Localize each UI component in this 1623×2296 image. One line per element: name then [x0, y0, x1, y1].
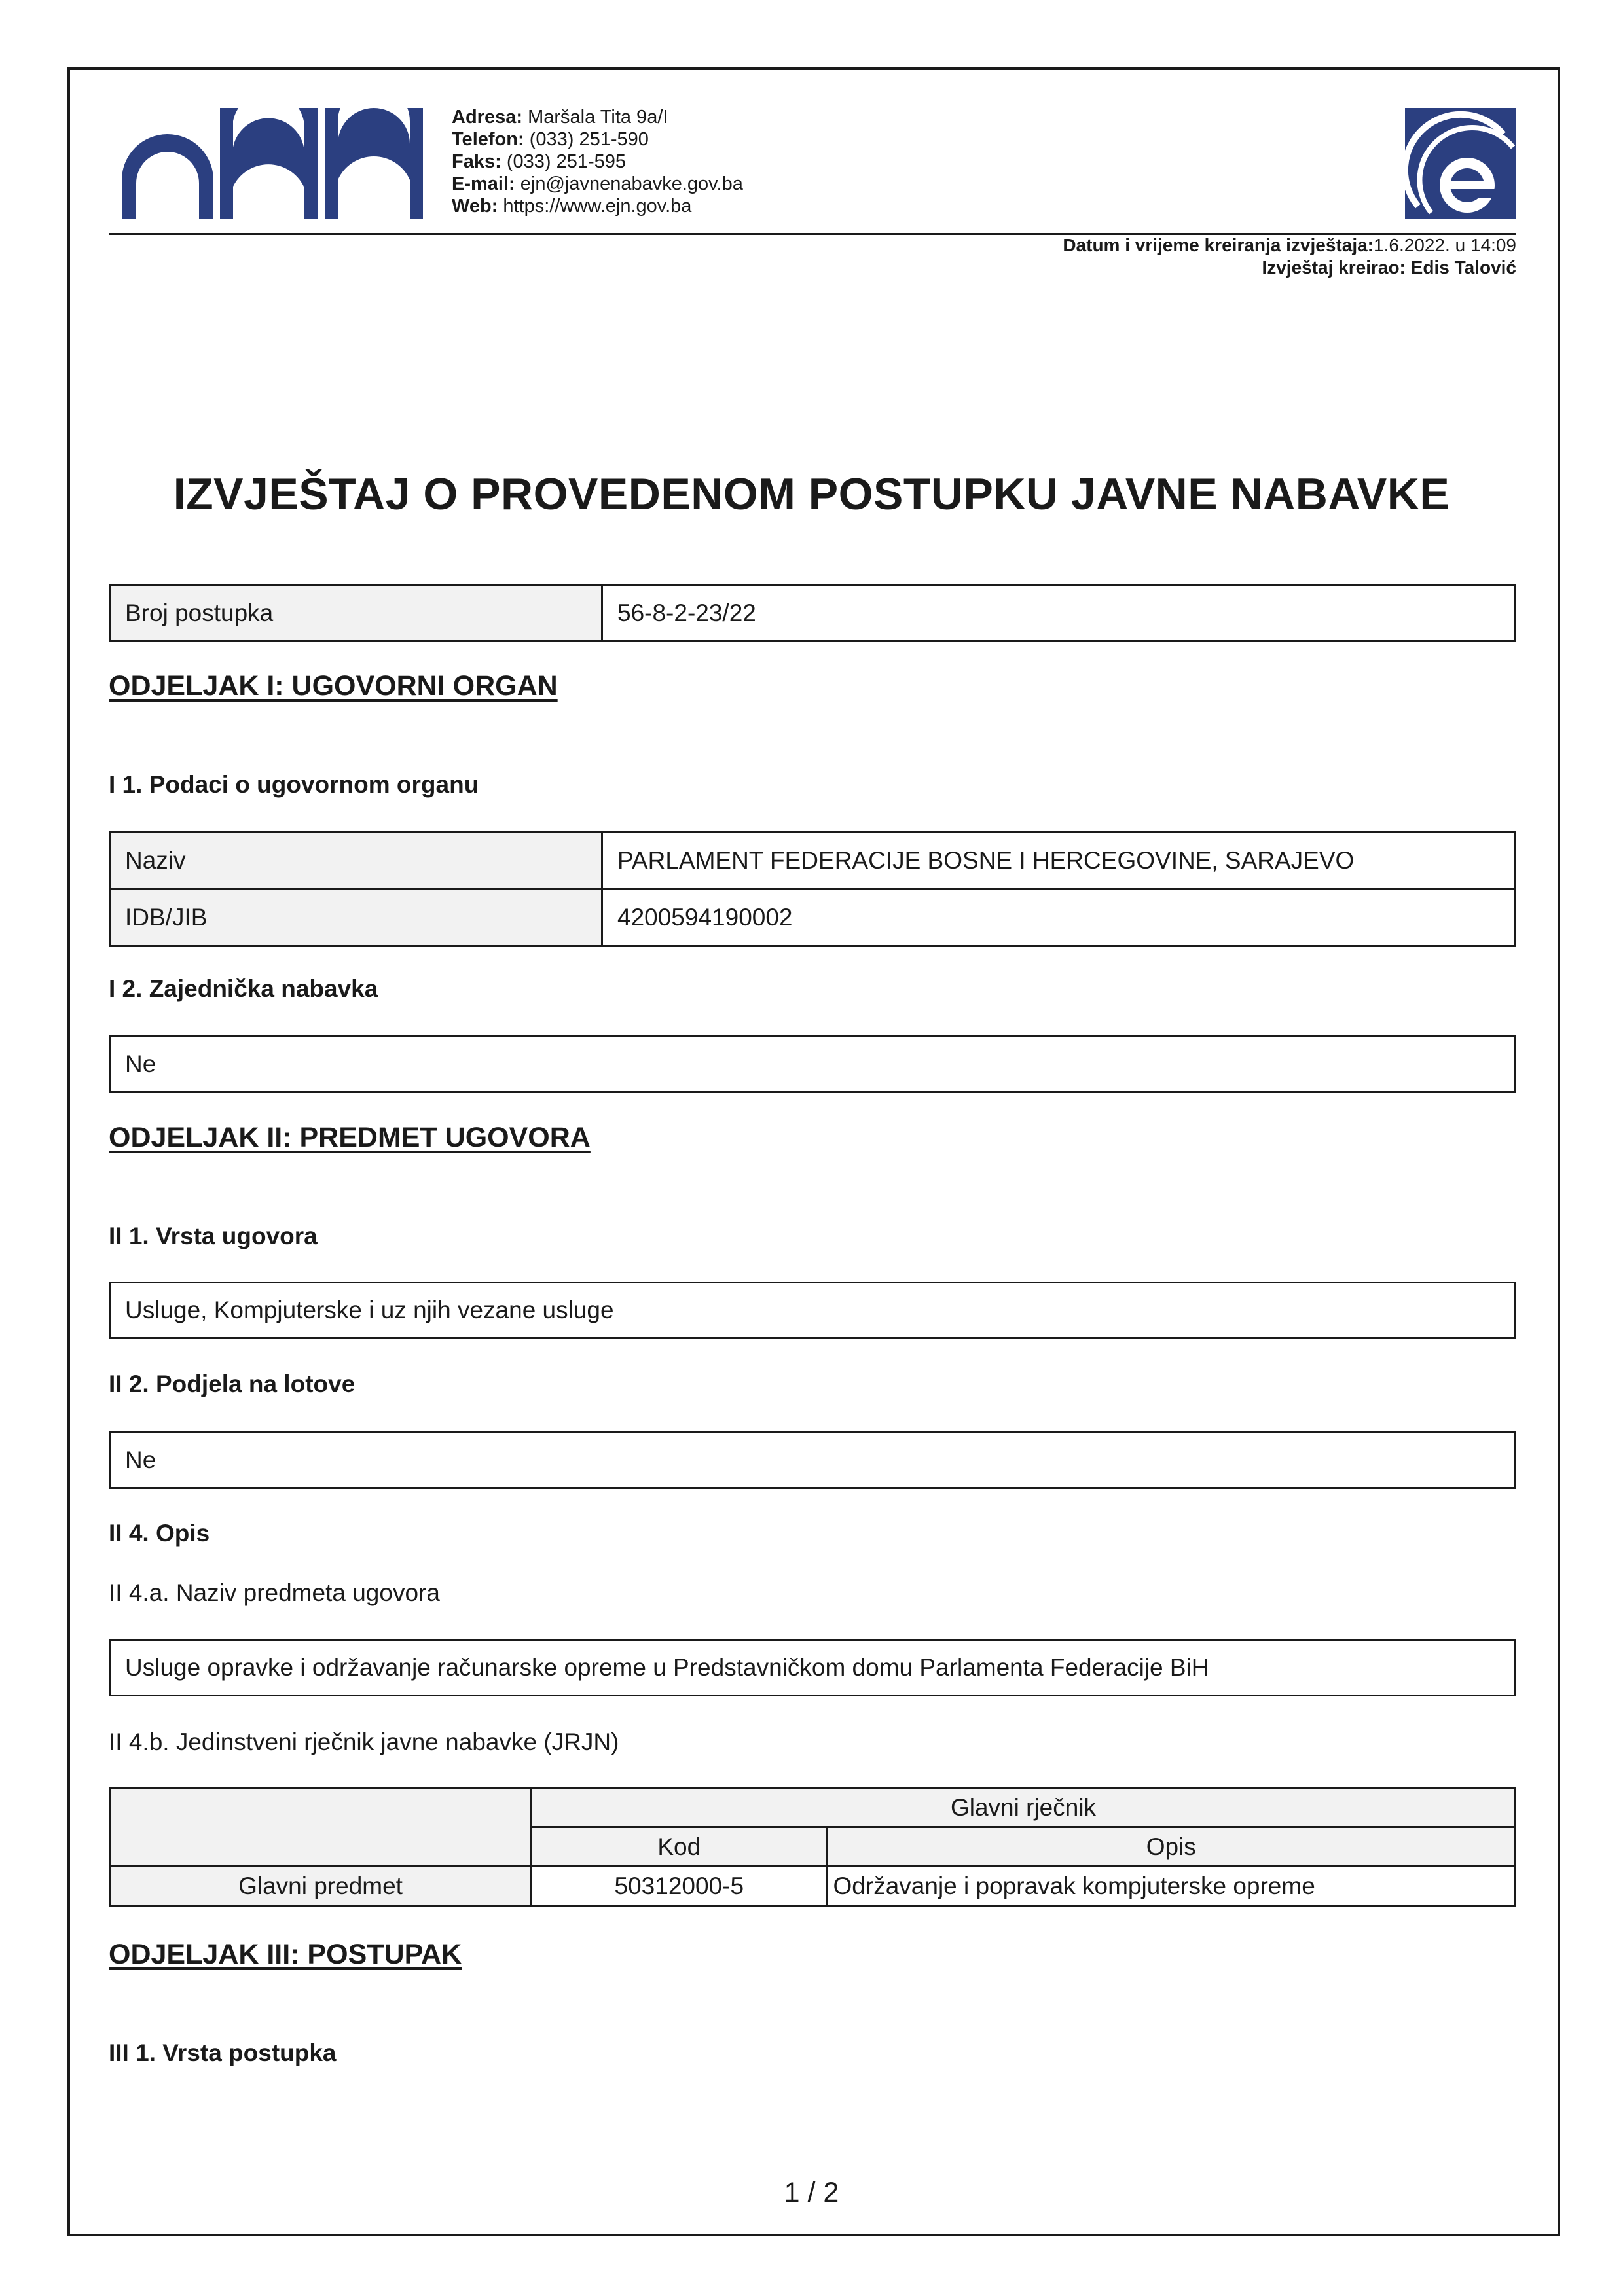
contact-address	[452, 106, 743, 128]
page-title: IZVJEŠTAJ O PROVEDENOM POSTUPKU JAVNE NABAVKE	[173, 469, 1450, 519]
report-meta	[1063, 234, 1516, 279]
contract-type-value: Usluge, Kompjuterske i uz njih vezane usluge	[109, 1282, 1516, 1339]
ejn-logo	[1405, 108, 1516, 223]
authority-name-row	[111, 833, 1514, 888]
contact-label: Web:	[452, 196, 498, 217]
jrjn-table	[109, 1787, 1516, 1907]
authority-name-value: PARLAMENT FEDERACIJE BOSNE I HERCEGOVINE, SARAJEVO	[603, 833, 1514, 888]
jrjn-row-label: Glavni predmet	[110, 1867, 532, 1906]
contact-label: E-mail:	[452, 173, 515, 194]
jrjn-col-code: Kod	[532, 1827, 827, 1867]
jrjn-desc: Održavanje i popravak kompjuterske opreme	[827, 1867, 1515, 1906]
authority-name-label: Naziv	[111, 833, 603, 888]
agency-logo	[122, 108, 423, 223]
section-2-heading: ODJELJAK II: PREDMET UGOVORA	[109, 1122, 591, 1153]
jrjn-group-header: Glavni rječnik	[532, 1788, 1516, 1827]
section-3-sub-1: III 1. Vrsta postupka	[109, 2039, 337, 2066]
procedure-number-row	[109, 584, 1516, 642]
section-1-sub-1: I 1. Podaci o ugovornom organu	[109, 771, 479, 798]
created-line	[1063, 234, 1516, 257]
authority-id-value: 4200594190002	[603, 890, 1514, 945]
section-1-sub-2: I 2. Zajednička nabavka	[109, 975, 378, 1002]
procedure-number-value: 56-8-2-23/22	[603, 586, 1514, 640]
jrjn-code: 50312000-5	[532, 1867, 827, 1906]
joint-procurement-value: Ne	[109, 1035, 1516, 1093]
contact-label: Telefon:	[452, 129, 524, 150]
section-2-sub-2: II 2. Podjela na lotove	[109, 1371, 356, 1397]
section-1-heading: ODJELJAK I: UGOVORNI ORGAN	[109, 670, 558, 702]
authority-id-row	[111, 888, 1514, 945]
jrjn-header-row-1	[110, 1788, 1516, 1827]
ejn-logo-icon	[1405, 108, 1516, 219]
lots-value: Ne	[109, 1431, 1516, 1489]
contracting-authority-table	[109, 831, 1516, 947]
jrjn-corner-cell	[110, 1788, 532, 1867]
authority-id-label: IDB/JIB	[111, 890, 603, 945]
contact-value: ejn@javnenabavke.gov.ba	[520, 173, 743, 194]
contact-label: Adresa:	[452, 107, 522, 128]
contact-fax	[452, 151, 743, 173]
contact-value: Maršala Tita 9a/I	[528, 107, 668, 128]
page-number: 1 / 2	[784, 2177, 839, 2208]
contact-value: https://www.ejn.gov.ba	[503, 196, 692, 217]
contact-block	[452, 106, 743, 217]
table-row	[110, 1867, 1516, 1906]
jrjn-col-desc: Opis	[827, 1827, 1515, 1867]
contact-label: Faks:	[452, 151, 501, 172]
contact-value: (033) 251-595	[506, 151, 627, 172]
created-label: Datum i vrijeme kreiranja izvještaja:	[1063, 235, 1374, 255]
procedure-number-label: Broj postupka	[111, 586, 603, 640]
section-2-sub-1: II 1. Vrsta ugovora	[109, 1223, 318, 1249]
contact-email	[452, 173, 743, 195]
section-2-sub-4b: II 4.b. Jedinstveni rječnik javne nabavke (JRJN)	[109, 1729, 619, 1755]
author-line	[1063, 257, 1516, 279]
contact-value: (033) 251-590	[529, 129, 649, 150]
created-value: 1.6.2022. u 14:09	[1374, 235, 1516, 255]
section-3-heading: ODJELJAK III: POSTUPAK	[109, 1939, 462, 1970]
author-label: Izvještaj kreirao:	[1262, 257, 1406, 278]
section-2-sub-4a: II 4.a. Naziv predmeta ugovora	[109, 1579, 440, 1606]
agency-logo-icon	[122, 108, 423, 219]
subject-name-value: Usluge opravke i održavanje računarske opreme u Predstavničkom domu Parlamenta Federacije BiH	[109, 1639, 1516, 1696]
section-2-sub-4: II 4. Opis	[109, 1520, 210, 1547]
contact-phone	[452, 128, 743, 151]
author-value: Edis Talović	[1410, 257, 1516, 278]
contact-web	[452, 195, 743, 217]
